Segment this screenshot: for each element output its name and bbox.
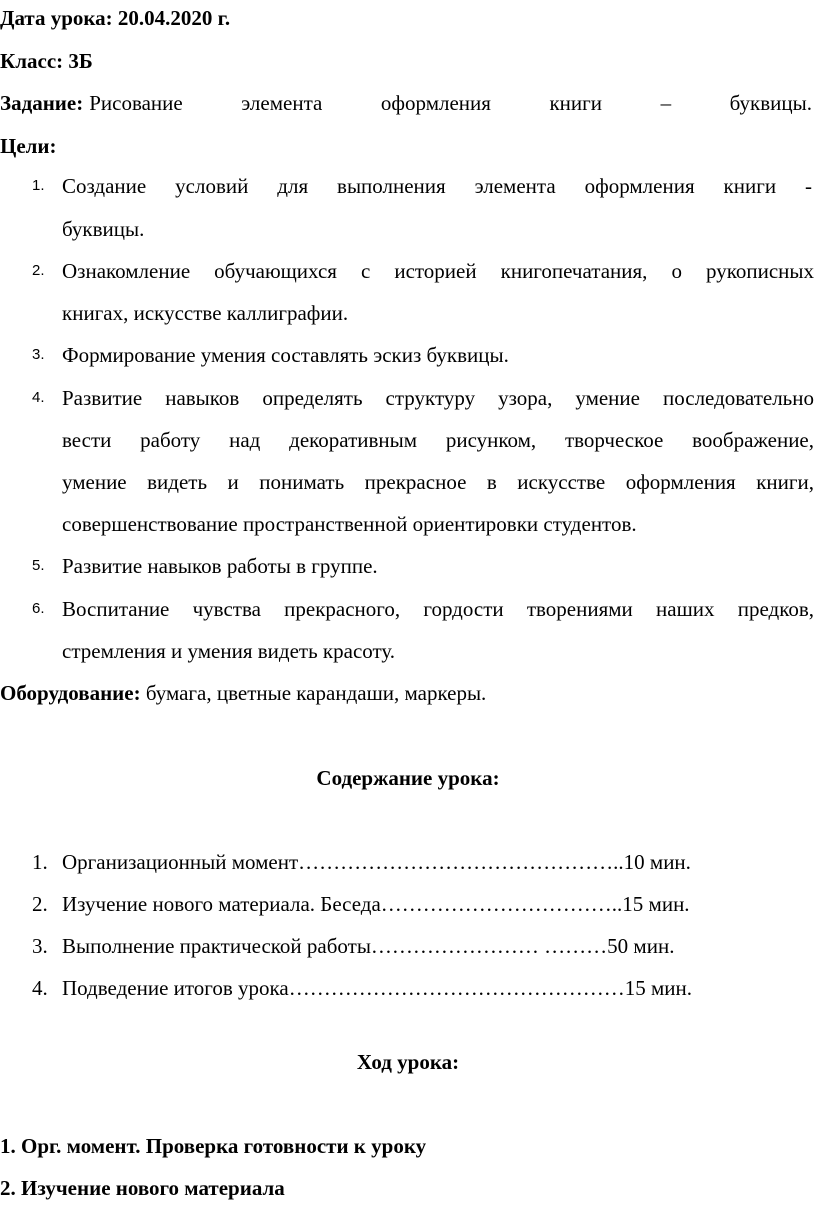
list-text-line: умение видеть и понимать прекрасное в искусстве оформления книги, xyxy=(62,470,814,494)
task-label: Задание: xyxy=(0,91,84,115)
task-word: книги xyxy=(549,91,603,115)
lesson-class: Класс: 3Б xyxy=(0,49,93,73)
list-text-line: Развитие навыков определять структуру узора, умение последовательно xyxy=(62,386,814,410)
content-item-text: Выполнение практической работы…………………… ………50 мин. xyxy=(62,934,675,958)
section-heading: 1. Орг. момент. Проверка готовности к уроку xyxy=(0,1134,427,1158)
list-text-line: вести работу над декоративным рисунком, творческое воображение, xyxy=(62,428,814,452)
content-item-text: Организационный момент………………………………………..10 мин. xyxy=(62,850,691,874)
list-text-line: Формирование умения составлять эскиз буквицы. xyxy=(62,343,509,367)
equipment-label: Оборудование: xyxy=(0,681,141,705)
list-text-line: буквицы. xyxy=(62,217,145,241)
task-word: буквицы. xyxy=(729,91,812,115)
list-number: 5. xyxy=(32,557,45,574)
content-title: Содержание урока: xyxy=(316,766,500,790)
list-number: 1. xyxy=(32,850,48,874)
equipment xyxy=(0,680,486,706)
list-number: 3. xyxy=(32,346,45,363)
list-number: 6. xyxy=(32,600,45,617)
list-number: 3. xyxy=(32,934,48,958)
list-text-line: стремления и умения видеть красоту. xyxy=(62,639,396,663)
task-word: оформления xyxy=(380,91,491,115)
list-text-line: Воспитание чувства прекрасного, гордости творениями наших предков, xyxy=(62,597,814,621)
list-number: 2. xyxy=(32,892,48,916)
list-number: 2. xyxy=(32,262,45,279)
list-number: 1. xyxy=(32,177,45,194)
course-title: Ход урока: xyxy=(356,1050,460,1074)
equipment-text: бумага, цветные карандаши, маркеры. xyxy=(140,681,487,705)
lesson-date: Дата урока: 20.04.2020 г. xyxy=(0,6,231,30)
task-word: – xyxy=(660,91,672,115)
list-number: 4. xyxy=(32,976,48,1000)
goals-label: Цели: xyxy=(0,134,57,158)
task-word: элемента xyxy=(241,91,323,115)
content-item-text: Изучение нового материала. Беседа……………………………..15 мин. xyxy=(62,892,690,916)
content-item-text: Подведение итогов урока…………………………………………15 мин. xyxy=(62,976,692,1000)
section-heading: 2. Изучение нового материала xyxy=(0,1176,285,1200)
list-text-line: книгах, искусстве каллиграфии. xyxy=(62,301,349,325)
list-text-line: совершенствование пространственной ориентировки студентов. xyxy=(62,512,637,536)
task-word: Рисование xyxy=(89,91,183,115)
list-text-line: Развитие навыков работы в группе. xyxy=(62,554,378,578)
lesson-task xyxy=(0,90,812,116)
list-number: 4. xyxy=(32,389,45,406)
list-text-line: Ознакомление обучающихся с историей книгопечатания, о рукописных xyxy=(62,259,814,283)
list-text-line: Создание условий для выполнения элемента оформления книги - xyxy=(62,174,812,198)
